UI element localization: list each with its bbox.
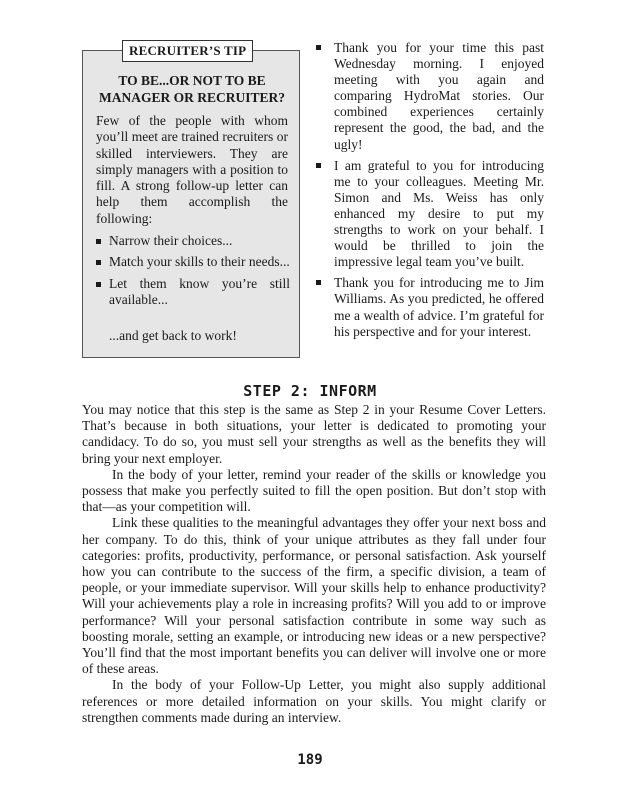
example-text: I am grateful to you for introducing me to your colleagues. Meeting Mr. Simon and Ms. Weiss has only enhanced my desire to put my strengths to work on your behalf. I would be thrilled to join the impressive legal team you’ve built. (334, 157, 544, 270)
tip-item-text: Let them know you’re still available... (109, 275, 290, 307)
bullet-icon (316, 45, 321, 50)
tip-intro: Few of the people with whom you’ll meet are trained recruiters or skilled interviewers. They are simply managers with a position to fill. A strong follow-up letter can help them accomplish the following: (96, 113, 288, 226)
tip-label: RECRUITER’S TIP (122, 40, 253, 62)
bullet-icon (316, 280, 321, 285)
tip-item-text: Narrow their choices... (109, 233, 233, 248)
bullet-icon (96, 282, 101, 287)
tip-list-item (96, 254, 290, 270)
tip-heading-line1: TO BE...OR NOT TO BE (118, 73, 266, 88)
tip-list-item (96, 233, 290, 249)
tip-item-text: Match your skills to their needs... (109, 254, 290, 270)
paragraph: Link these qualities to the meaningful advantages they offer your next boss and her company. To do this, think of your unique attributes as they fall under four categories: profits, productivity, performance, or personal satisfaction. Ask yourself how you can contribute to the success of the firm, a specific division, a team of people, or your immediate supervisor. Will your skills help to enhance productivity? Will your achievements play a role in increasing profits? Will you add to or improve performance? Will your personal satisfaction contribute in some way such as boosting morale, setting an example, or introducing new ideas or a new perspective? You’ll find that the most important benefits you can deliver will involve one or more of these areas. (82, 515, 546, 677)
example-item (316, 158, 544, 271)
example-item (316, 275, 544, 339)
example-sentences-list (316, 40, 544, 345)
paragraph: In the body of your Follow-Up Letter, you might also supply additional references or more detailed information on your skills. You might clarify or strengthen comments made during an interview. (82, 677, 546, 725)
paragraph: In the body of your letter, remind your reader of the skills or knowledge you possess that make you perfectly suited to fill the open position. But don’t stop with that—as your competition will. (82, 466, 546, 515)
tip-list (96, 233, 290, 313)
bullet-icon (96, 260, 101, 265)
bullet-icon (96, 239, 101, 244)
example-text: Thank you for introducing me to Jim Williams. As you predicted, he offered me a wealth of advice. I’m grateful for his perspective and for your interest. (334, 275, 544, 339)
page-number: 189 (297, 752, 323, 768)
example-item (316, 40, 544, 153)
body-text (82, 402, 546, 726)
tip-list-item (96, 276, 290, 309)
bullet-icon (316, 163, 321, 168)
section-heading: STEP 2: INFORM (243, 382, 377, 400)
paragraph: You may notice that this step is the same as Step 2 in your Resume Cover Letters. That’s because in both situations, your letter is dedicated to promoting your candidacy. To do so, you must sell your strengths as well as the benefits they will bring your next employer. (82, 402, 546, 466)
example-text: Thank you for your time this past Wednesday morning. I enjoyed meeting with you again and comparing HydroMat stories. Our combined experiences certainly represent the good, the bad, and the ugly! (334, 40, 544, 152)
tip-heading-line2: MANAGER OR RECRUITER? (98, 90, 285, 105)
tip-closing: ...and get back to work! (109, 328, 237, 343)
tip-heading (90, 72, 294, 106)
